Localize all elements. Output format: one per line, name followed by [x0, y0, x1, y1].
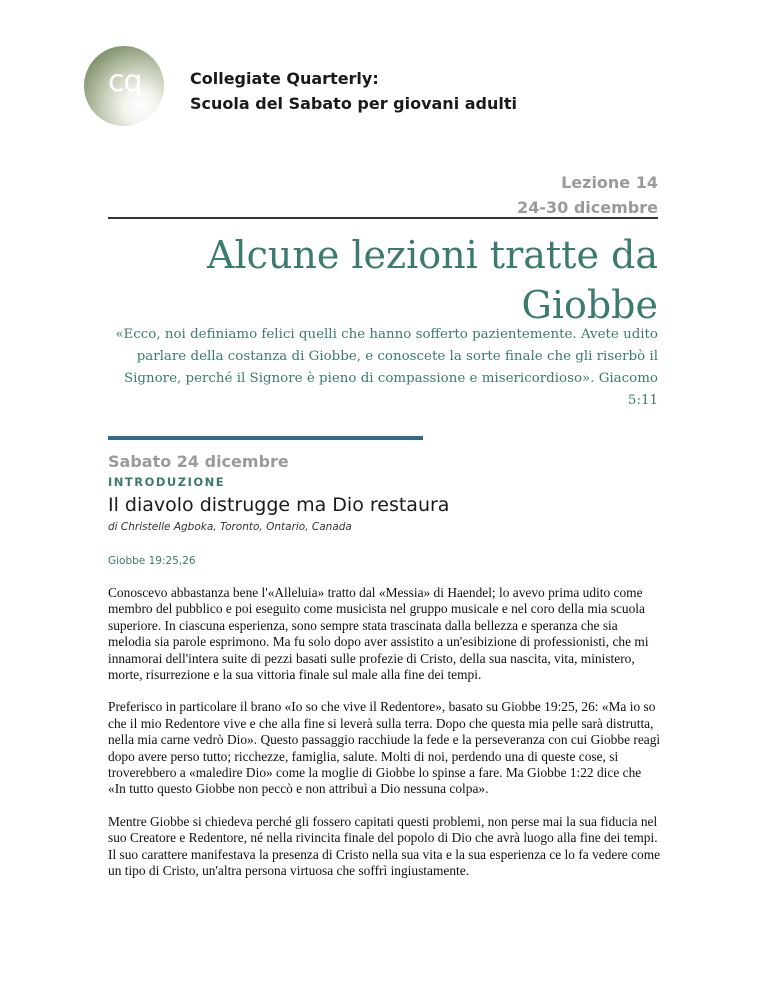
body-paragraph: Conoscevo abbastanza bene l'«Alleluia» tratto dal «Messia» di Haendel; lo avevo prima udito come membro del pubblico e poi eseguito come musicista nel gruppo musicale e nel coro della mia scuola superiore. In ciascuna esperienza, sono sempre stata trascinata dalla bellezza e speranza che sia melodia sia parole esprimono. Ma fu solo dopo aver assistito a un'esibizione di professionisti, che mi innamorai dell'intera suite di pezzi basati sulle profezie di Cristo, della sua nascita, vita, ministero, morte, risurrezione e la sua vittoria finale sul male alla fine dei tempi. — [108, 585, 649, 683]
header-divider — [108, 217, 658, 219]
article-author: di Christelle Agboka, Toronto, Ontario, Canada — [108, 521, 352, 533]
lesson-title-line2: Giobbe — [521, 283, 658, 327]
lesson-number: Lezione 14 — [561, 173, 658, 192]
day-heading: Sabato 24 dicembre — [108, 452, 289, 471]
section-divider — [108, 436, 423, 440]
publication-title-line2: Scuola del Sabato per giovani adulti — [190, 94, 518, 113]
lesson-dates: 24-30 dicembre — [517, 198, 658, 217]
publication-title-line1: Collegiate Quarterly: — [190, 69, 379, 88]
lesson-info — [517, 170, 658, 220]
scripture-reference: Giobbe 19:25,26 — [108, 555, 196, 567]
publication-title — [190, 66, 517, 116]
body-paragraph: Mentre Giobbe si chiedeva perché gli fossero capitati questi problemi, non perse mai la sua fiducia nel suo Creatore e Redentore, né nella rivincita finale del popolo di Dio che avrà luogo alla fine dei tempi. Il suo carattere manifestava la presenza di Cristo nella sua vita e la sua esperienza ce lo fa vedere come un tipo di Cristo, un'altra persona virtuosa che soffrì ingiustamente. — [108, 813, 661, 879]
lesson-title — [98, 230, 658, 330]
memory-verse: «Ecco, noi definiamo felici quelli che hanno sofferto pazientemente. Avete udito parlare della costanza di Giobbe, e conoscete la sorte finale che gli riserbò il Signore, perché il Signore è pieno di compassione e misericordioso». Giacomo 5:11 — [115, 327, 658, 408]
article-title: Il diavolo distrugge ma Dio restaura — [108, 494, 450, 516]
logo-text: cq — [108, 64, 142, 99]
article-body — [108, 585, 662, 896]
lesson-title-line1: Alcune lezioni tratte da — [207, 233, 658, 277]
body-paragraph: Preferisco in particolare il brano «Io so che vive il Redentore», basato su Giobbe 19:25, 26: «Ma io so che il mio Redentore vive e che alla fine si leverà sulla terra. Dopo che questa mia pelle sarà distrutta, nella mia carne vedrò Dio». Questo passaggio racchiude la fede e la perseveranza con cui Giobbe reagì dopo avere perso tutto; ricchezze, famiglia, salute. Molti di noi, perdendo una di queste cose, si troverebbero a «maledire Dio» come la moglie di Giobbe lo spinse a fare. Ma Giobbe 1:22 dice che «In tutto questo Giobbe non peccò e non attribuì a Dio nessuna colpa». — [108, 699, 661, 797]
section-label: INTRODUZIONE — [108, 475, 226, 489]
